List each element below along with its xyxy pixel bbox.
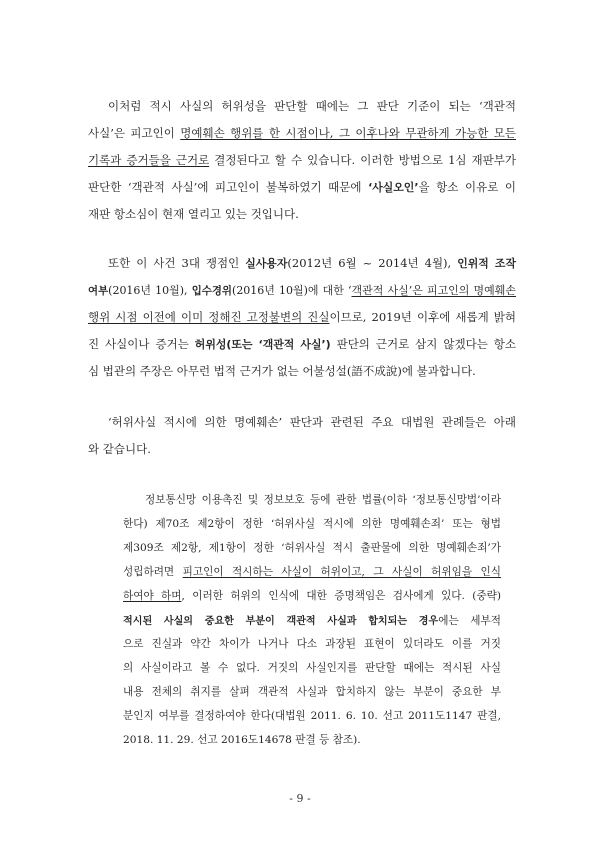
quote-line: 성립하려면 피고인이 적시하는 사실이 허위이고, 그 사실이 허위임을 인식 [123, 566, 501, 578]
bold-text: 실사용자 [245, 257, 288, 270]
quote-line: 적시된 사실의 중요한 부분이 객관적 사실과 합치되는 경우에는 세부적 [123, 615, 501, 627]
bold-text: ‘사실오인’ [368, 181, 419, 194]
quote-line: 한다) 제70조 제2항이 정한 ‘허위사실 적시에 의한 명예훼손죄’ 또는 형법 [123, 518, 501, 530]
quote-line: 제309조 제2항, 제1항이 정한 ‘허위사실 적시 출판물에 의한 명예훼손죄’가 [123, 542, 501, 554]
quote-line: 2018. 11. 29. 선고 2016도14678 판결 등 참조). [123, 734, 361, 746]
quote-line: 하여야 하며, 이러한 허위의 인식에 대한 증명책임은 검사에게 있다. (중략) [123, 590, 501, 602]
paragraph-line: 재판 항소심이 현재 열리고 있는 것입니다. [88, 207, 299, 221]
paragraph-line: 와 같습니다. [88, 442, 151, 456]
quote-line: 분인지 여부를 결정하여야 한다(대법원 2011. 6. 10. 선고 2011도1147 판결, [123, 710, 501, 722]
underlined-text: 객관적 사실’은 피고인의 명예훼손 [351, 284, 516, 297]
paragraph-line: 진 사실이나 증거는 허위성(또는 ‘객관적 사실’) 판단의 근거로 삼지 않겠다는 항소 [88, 337, 516, 351]
paragraph-line: 심 법관의 주장은 아무런 법적 근거가 없는 어불성설(語不成說)에 불과합니다. [88, 364, 476, 378]
paragraph-line: 사실’은 피고인이 명예훼손 행위를 한 시점이나, 그 이후나와 무관하게 가능한 모든 [88, 126, 517, 140]
underlined-text: 명예훼손 행위를 한 시점이나, 그 이후나와 무관하게 가능한 모든 [180, 126, 517, 140]
quote-line: 정보통신망 이용촉진 및 정보보호 등에 관한 법률(이하 ‘정보통신망법’이라 [145, 494, 501, 506]
quote-line: 내용 전체의 취지를 살펴 객관적 사실과 합치하지 않는 부분이 중요한 부 [123, 686, 501, 698]
bold-text: 입수경위 [191, 285, 233, 297]
quote-line: 으로 진실과 약간 차이가 나거나 다소 과장된 표현이 있더라도 이를 거짓 [123, 638, 501, 650]
page-number: - 9 - [289, 792, 311, 805]
paragraph-line: 판단한 ‘객관적 사실’에 피고인이 불복하였기 때문에 ‘사실오인’을 항소 이유로 이 [88, 180, 516, 194]
underlined-text: 피고인이 적시하는 사실이 허위이고, 그 사실이 허위임을 인식 [182, 566, 501, 578]
paragraph-line: ‘허위사실 적시에 의한 명예훼손’ 판단과 관련된 주요 대법원 관례들은 아래 [108, 415, 516, 429]
bold-text: 인위적 조작 [457, 257, 516, 270]
bold-text: 적시된 사실의 중요한 부분이 객관적 사실과 합치되는 경우 [123, 616, 439, 627]
quote-line: 의 사실이라고 볼 수 없다. 거짓의 사실인지를 판단할 때에는 적시된 사실 [123, 662, 501, 674]
paragraph-line: 이처럼 적시 사실의 허위성을 판단할 때에는 그 판단 기준이 되는 ‘객관적 [108, 99, 516, 113]
paragraph-line: 여부(2016년 10월), 입수경위(2016년 10월)에 대한 ‘객관적 사실’은 피고인의 명예훼손 [88, 284, 516, 297]
underlined-text: 행위 시점 이전에 이미 정해진 고정불변의 진실 [88, 310, 330, 324]
paragraph-line: 또한 이 사건 3대 쟁점인 실사용자(2012년 6월 ~ 2014년 4월), 인위적 조작 [108, 256, 516, 270]
underlined-text: 하여야 하며 [123, 590, 182, 602]
bold-text: 여부 [88, 285, 109, 297]
paragraph-line: 기록과 증거들을 근거로 결정된다고 할 수 있습니다. 이러한 방법으로 1심 재판부가 [88, 153, 516, 167]
paragraph-line: 행위 시점 이전에 이미 정해진 고정불변의 진실이므로, 2019년 이후에 새롭게 밝혀 [88, 310, 516, 324]
underlined-text: 기록과 증거들을 근거로 [88, 153, 210, 167]
bold-text: 허위성(또는 ‘객관적 사실’) [194, 338, 331, 351]
